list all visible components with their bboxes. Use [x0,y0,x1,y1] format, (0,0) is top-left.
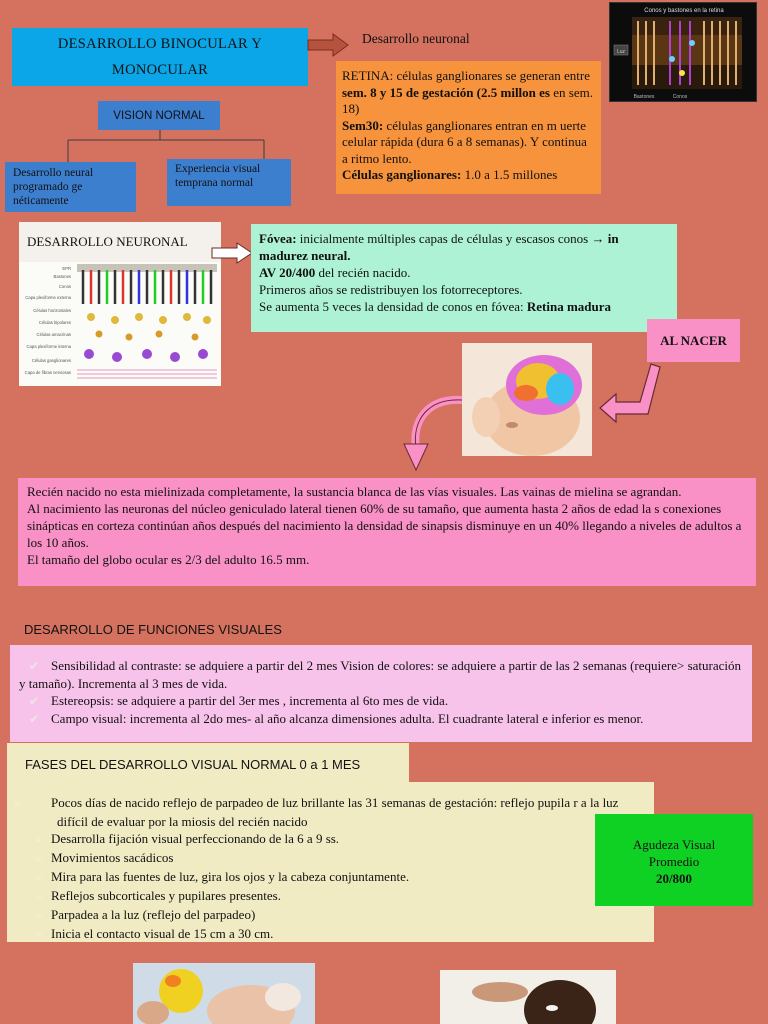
agudeza-line: Agudeza Visual [632,837,716,852]
sem30-text: células ganglionares entran en m uerte celular rápida (dura 6 a 8 semanas). Y continua a ritmo lento. [342,117,587,166]
bullet-arrow-icon: ➢ [35,930,44,941]
sem30-label: Sem30: [342,117,384,133]
list-item-text: Sensibilidad al contraste: se adquiere a partir del 2 mes Vision de colores: se adquiere a partir de las 2 semanas (requiere> saturación y tamaño). Incrementa al 3 mes de vida. [19,658,742,691]
list-item-text: Campo visual: incrementa al 2do mes- al año alcanza dimensiones adulta. El cuadrante lateral e inferior es menor. [51,711,644,726]
diagram-label: Capa plexiforme externa [25,295,71,300]
list-item [19,692,743,710]
ganglionares-label: Células ganglionares: [342,167,462,182]
agudeza-visual-box [595,814,753,906]
ganglionares-text: 1.0 a 1.5 millones [461,167,558,182]
list-item-text: Inicia el contacto visual de 15 cm a 30 cm. [51,926,274,941]
diagram-label: Bastones [53,274,71,279]
list-item-text: Movimientos sacádicos [51,850,174,865]
list-item [19,710,743,728]
av-text: del recién nacido. [315,265,411,280]
bullet-arrow-icon: ➢ [35,854,44,865]
bullet-arrow-icon: ➢ [35,873,44,884]
retina-text-bold: sem. 8 y 15 de gestación (2.5 millon es [342,84,550,100]
list-item [21,849,640,868]
baby-exam-photo [440,970,616,1024]
fovea-text: Primeros años se redistribuyen los fotorreceptores. [259,282,523,297]
list-item [21,868,640,887]
diagram-label: Capa de fibras nerviosas [24,370,71,375]
recien-nacido-text: Recién nacido no esta mielinizada completamente, la sustancia blanca de las vías visuales. Las vainas de mielina se agrandan. [27,484,682,499]
desarrollo-neuronal-label: Desarrollo neuronal [362,31,470,46]
arrow-curve-icon [398,392,468,472]
list-item-text: Pocos días de nacido reflejo de parpadeo de luz brillante las 31 semanas de gestación: reflejo pupila r a la luz difícil de evaluar por la miosis del recién nacido [51,795,619,829]
recien-nacido-text: Al nacimiento las neuronas del núcleo geniculado lateral tienen 60% de su tamaño, que aumenta hasta 2 años de edad la s conexiones sinápticas en corteza continúan años después del nacimiento la densidad de sinapsis disminuye en un 40% llegando a niveles de adultos a los 10 años. [27,501,742,550]
fases-heading: FASES DEL DESARROLLO VISUAL NORMAL 0 a 1 MES [7,743,409,784]
list-item-text: Estereopsis: se adquiere a partir del 3er mes , incrementa al 6to mes de vida. [51,693,449,708]
check-icon: ✔ [28,694,39,708]
desarrollo-neuronal-heading: DESARROLLO NEURONAL [19,222,221,264]
av-label: AV 20/400 [259,265,316,280]
baby-brain-image [462,343,592,456]
rods-cones-image [609,2,757,102]
diagram-label: Células ganglionares [31,358,71,363]
experiencia-visual-box: Experiencia visual temprana normal [167,159,291,206]
funciones-visuales-heading: DESARROLLO DE FUNCIONES VISUALES [24,622,282,637]
al-nacer-box: AL NACER [647,319,740,362]
main-title-line1: DESARROLLO BINOCULAR Y [57,36,263,52]
arrow-right-icon [211,242,253,264]
diagram-label: Células amacrinas [36,332,71,337]
diagram-label: EPR [62,266,71,271]
list-item-text: Parpadea a la luz (reflejo del parpadeo) [51,907,256,922]
list-item [21,906,640,925]
list-item-text: Desarrolla fijación visual perfeccionando de la 6 a 9 ss. [51,831,340,846]
agudeza-value: 20/800 [655,871,693,886]
list-item [21,830,640,849]
agudeza-line: Promedio [648,854,700,869]
baby-toy-photo [133,963,315,1024]
funciones-visuales-box [10,645,752,742]
list-item-text: Reflejos subcorticales y pupilares presentes. [51,888,281,903]
check-icon: ✔ [28,659,39,673]
diagram-label: Células horizontales [33,308,71,313]
recien-nacido-text: El tamaño del globo ocular es 2/3 del adulto 16.5 mm. [27,552,310,567]
vision-normal-box: VISION NORMAL [98,101,220,130]
bullet-arrow-icon: ➢ [35,892,44,903]
fovea-text: inicialmente múltiples capas de células y escasos conos → [296,231,608,246]
fovea-text: Se aumenta 5 veces la densidad de conos en fóvea: [259,299,527,314]
recien-nacido-info-box [18,478,756,586]
retina-info-box [336,61,601,194]
bullet-arrow-icon: ➢ [13,799,22,810]
arrow-curve-icon [598,362,668,428]
list-item [19,657,743,692]
bullet-arrow-icon: ➢ [35,835,44,846]
list-item-text: Mira para las fuentes de luz, gira los ojos y la cabeza conjuntamente. [51,869,410,884]
list-item [21,925,640,944]
desarrollo-neural-box: Desarrollo neural programado ge néticamente [5,162,136,212]
main-title-line2: MONOCULAR [111,62,209,78]
main-title [12,28,308,86]
fovea-text-bold: in madurez neural. [259,231,619,263]
arrow-right-icon [307,33,349,57]
rods-cones-title: Conos y bastones en la retina [644,8,724,14]
diagram-label: Células bipolares [38,320,71,325]
bullet-arrow-icon: ➢ [35,911,44,922]
tree-connector [60,130,280,162]
retina-madura-label: Retina madura [526,299,611,314]
retina-layers-diagram [19,262,221,386]
list-item [13,794,640,830]
fovea-info-box [251,224,677,332]
check-icon: ✔ [28,712,39,726]
list-item [21,887,640,906]
fovea-label: Fóvea: [259,231,297,246]
conos-label: Conos [672,94,688,100]
diagram-label: Capa plexiforme interna [26,344,71,349]
retina-text: RETINA: células ganglionares se generan entre [342,68,590,83]
fases-list-box [7,782,654,942]
luz-label: Luz [616,49,626,55]
bastones-label: Bastones [633,94,655,100]
retina-text: en sem. 18) [342,84,593,116]
diagram-label: Conos [58,284,71,289]
